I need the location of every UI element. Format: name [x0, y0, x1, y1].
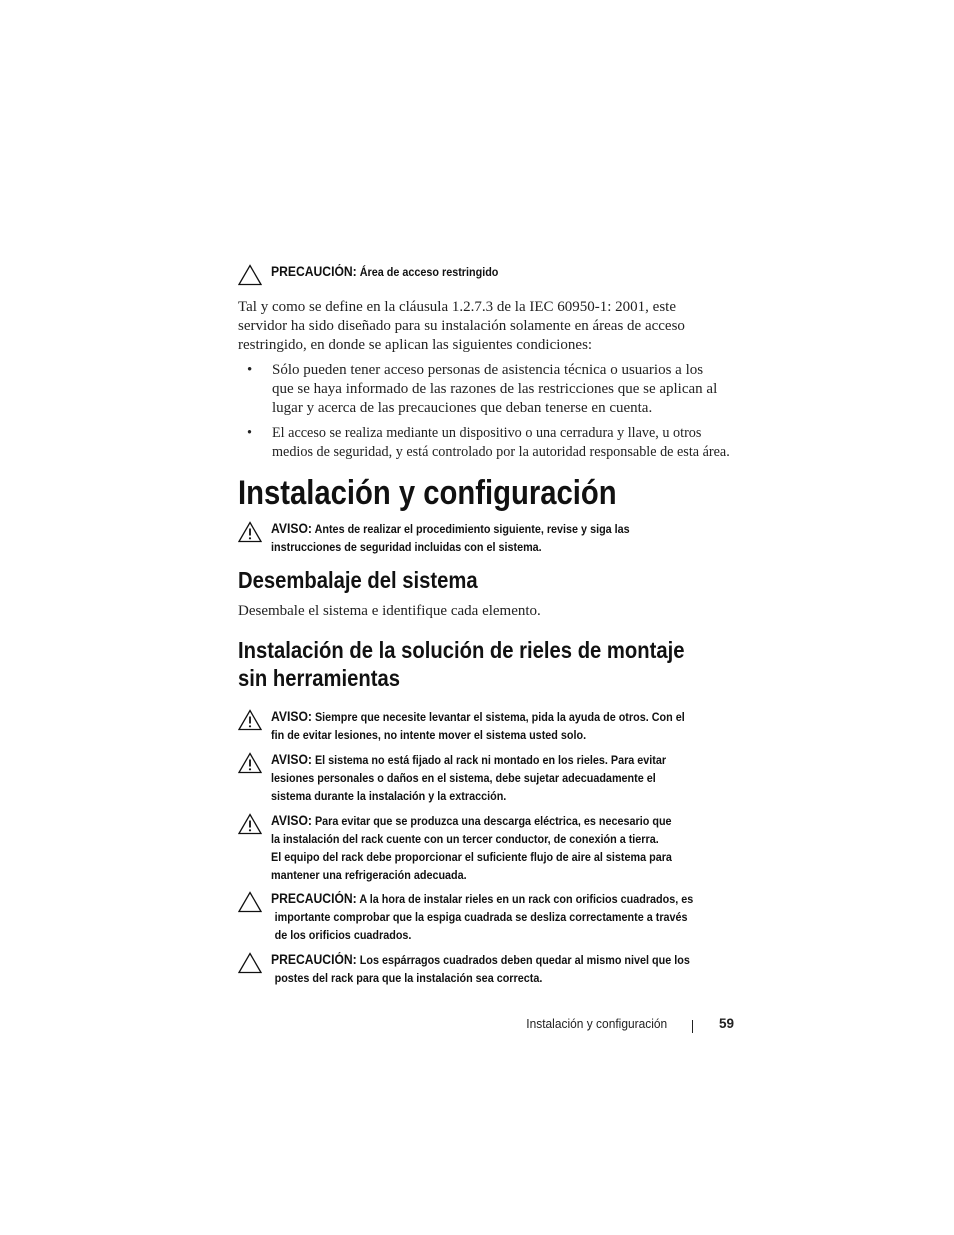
note-text: sistema durante la instalación y la extracción. — [271, 789, 507, 803]
note-keyword: AVISO: — [271, 709, 312, 724]
note-text: Para evitar que se produzca una descarga eléctrica, es necesario que — [314, 814, 672, 828]
note-keyword: AVISO: — [271, 752, 312, 767]
note-text: Área de acceso restringido — [359, 265, 499, 279]
chapter-title: Instalación y configuración — [238, 474, 617, 512]
section-title — [238, 636, 685, 692]
warning-triangle-icon — [238, 813, 262, 835]
list-item — [238, 424, 758, 462]
intro-paragraph — [238, 298, 748, 355]
warning-triangle-icon — [238, 709, 262, 731]
warning-note — [238, 812, 738, 884]
warning-triangle-icon — [238, 264, 262, 286]
page-footer — [0, 1014, 954, 1036]
paragraph-line: servidor ha sido diseñado para su instalación solamente en áreas de acceso — [238, 318, 685, 334]
footer-chapter-title: Instalación y configuración — [526, 1016, 667, 1031]
list-item-line: medios de seguridad, y está controlado por la autoridad responsable de esta área. — [272, 444, 730, 460]
note-keyword: PRECAUCIÓN: — [271, 891, 357, 906]
list-item-line: El acceso se realiza mediante un dispositivo o una cerradura y llave, u otros — [272, 425, 702, 441]
bullet-symbol: • — [247, 425, 252, 441]
bullet-symbol: • — [247, 362, 253, 378]
note-text: El sistema no está fijado al rack ni montado en los rieles. Para evitar — [314, 753, 667, 767]
section-title-line: Instalación de la solución de rieles de montaje — [238, 637, 685, 663]
caution-note — [238, 263, 738, 281]
note-text: instrucciones de seguridad incluidas con el sistema. — [271, 540, 542, 554]
note-text: Los espárragos cuadrados deben quedar al mismo nivel que los — [359, 953, 690, 967]
warning-triangle-icon — [238, 521, 262, 543]
list-item-line: lugar y acerca de las precauciones que deban tenerse en cuenta. — [272, 400, 653, 416]
note-text: mantener una refrigeración adecuada. — [271, 868, 467, 882]
footer-divider — [692, 1020, 693, 1033]
warning-note — [238, 520, 738, 556]
note-text: de los orificios cuadrados. — [274, 928, 412, 942]
paragraph-line: Desembale el sistema e identifique cada elemento. — [238, 603, 541, 619]
note-text: importante comprobar que la espiga cuadrada se desliza correctamente a través — [274, 910, 688, 924]
warning-note — [238, 708, 738, 744]
note-text: lesiones personales o daños en el sistema, debe sujetar adecuadamente el — [271, 771, 656, 785]
page-number: 59 — [719, 1016, 735, 1031]
caution-note — [238, 890, 738, 944]
note-text: Antes de realizar el procedimiento siguiente, revise y siga las — [314, 522, 630, 536]
warning-triangle-icon — [238, 952, 262, 974]
note-text: la instalación del rack cuente con un tercer conductor, de conexión a tierra. — [271, 832, 659, 846]
note-text: El equipo del rack debe proporcionar el suficiente flujo de aire al sistema para — [271, 850, 672, 864]
paragraph-line: Tal y como se define en la cláusula 1.2.7.3 de la IEC 60950-1: 2001, este — [238, 299, 676, 315]
list-item-line: que se haya informado de las razones de las restricciones que se aplican al — [272, 381, 718, 397]
note-text: Siempre que necesite levantar el sistema, pida la ayuda de otros. Con el — [314, 710, 685, 724]
section-title: Desembalaje del sistema — [238, 567, 478, 593]
list-item — [238, 361, 758, 418]
list-item-line: Sólo pueden tener acceso personas de asistencia técnica o usuarios a los — [272, 362, 704, 378]
paragraph-line: restringido, en donde se aplican las siguientes condiciones: — [238, 337, 593, 353]
section-title-line: sin herramientas — [238, 665, 401, 691]
note-text: postes del rack para que la instalación sea correcta. — [274, 971, 543, 985]
warning-triangle-icon — [238, 891, 262, 913]
note-keyword: PRECAUCIÓN: — [271, 952, 357, 967]
warning-note — [238, 751, 738, 805]
note-keyword: PRECAUCIÓN: — [271, 264, 357, 279]
note-text: fin de evitar lesiones, no intente mover el sistema usted solo. — [271, 728, 587, 742]
warning-triangle-icon — [238, 752, 262, 774]
section-body — [238, 602, 748, 621]
note-text: A la hora de instalar rieles en un rack con orificios cuadrados, es — [359, 892, 694, 906]
note-keyword: AVISO: — [271, 813, 312, 828]
caution-note — [238, 951, 738, 987]
note-keyword: AVISO: — [271, 521, 312, 536]
